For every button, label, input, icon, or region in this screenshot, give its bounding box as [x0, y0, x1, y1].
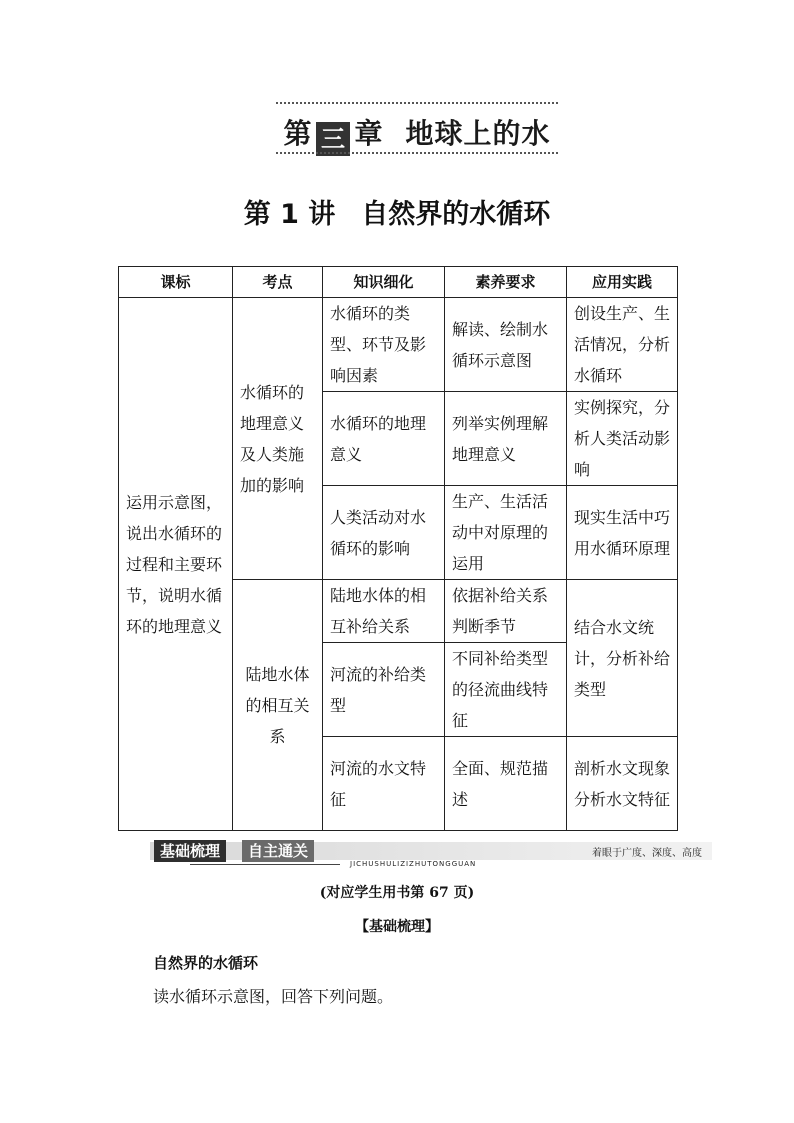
chapter-name: 地球上的水: [405, 117, 551, 150]
header-curriculum: 课标: [119, 267, 233, 298]
cell-literacy: 全面、规范描述: [445, 737, 567, 831]
cell-topic-1: 水循环的地理意义及人类施加的影响: [233, 298, 323, 580]
cell-literacy: 生产、生活活动中对原理的运用: [445, 486, 567, 580]
lecture-number: 第 1 讲: [243, 199, 336, 230]
cell-knowledge: 河流的补给类型: [323, 643, 445, 737]
chapter-header: [276, 102, 558, 154]
cell-knowledge: 人类活动对水循环的影响: [323, 486, 445, 580]
lecture-title: [0, 192, 794, 231]
curriculum-table: [118, 266, 678, 831]
cell-literacy: 解读、绘制水循环示意图: [445, 298, 567, 392]
cell-literacy: 列举实例理解地理意义: [445, 392, 567, 486]
cell-practice: 现实生活中巧用水循环原理: [567, 486, 678, 580]
table-row: [119, 298, 678, 392]
chapter-title: [276, 112, 558, 156]
banner-slogan: 着眼于广度、深度、高度: [592, 848, 702, 859]
instruction-text: 读水循环示意图，回答下列问题。: [153, 987, 394, 1006]
banner-main-label: 基础梳理: [154, 840, 226, 862]
chapter-prefix: 第: [283, 117, 313, 150]
lecture-name: 自然界的水循环: [361, 199, 551, 230]
cell-literacy: 依据补给关系判断季节: [445, 580, 567, 643]
banner-sub-label: 自主通关: [242, 840, 314, 862]
cell-practice: 剖析水文现象分析水文特征: [567, 737, 678, 831]
chapter-number-badge: 三: [316, 122, 350, 156]
banner-pinyin: JICHUSHULIZIZHUTONGGUAN: [350, 860, 477, 868]
cell-knowledge: 水循环的类型、环节及影响因素: [323, 298, 445, 392]
subheading: 自然界的水循环: [153, 954, 259, 972]
dotted-rule-top: [276, 102, 558, 104]
chapter-suffix: 章: [354, 117, 384, 150]
cell-knowledge: 水循环的地理意义: [323, 392, 445, 486]
header-topic: 考点: [233, 267, 323, 298]
cell-literacy: 不同补给类型的径流曲线特征: [445, 643, 567, 737]
header-practice: 应用实践: [567, 267, 678, 298]
page-reference: (对应学生用书第 67 页): [319, 885, 475, 901]
header-knowledge: 知识细化: [323, 267, 445, 298]
section-label: 【基础梳理】: [355, 919, 439, 935]
cell-knowledge: 河流的水文特征: [323, 737, 445, 831]
cell-curriculum: 运用示意图，说出水循环的过程和主要环节，说明水循环的地理意义: [119, 298, 233, 831]
cell-practice: 实例探究，分析人类活动影响: [567, 392, 678, 486]
cell-practice: 结合水文统计，分析补给类型: [567, 580, 678, 737]
cell-practice: 创设生产、生活情况，分析水循环: [567, 298, 678, 392]
cell-knowledge: 陆地水体的相互补给关系: [323, 580, 445, 643]
cell-topic-2: 陆地水体的相互关系: [233, 580, 323, 831]
header-literacy: 素养要求: [445, 267, 567, 298]
banner-underline: [190, 864, 340, 865]
dotted-rule-bottom: [276, 152, 558, 154]
table-header-row: [119, 267, 678, 298]
section-banner: [150, 840, 712, 868]
